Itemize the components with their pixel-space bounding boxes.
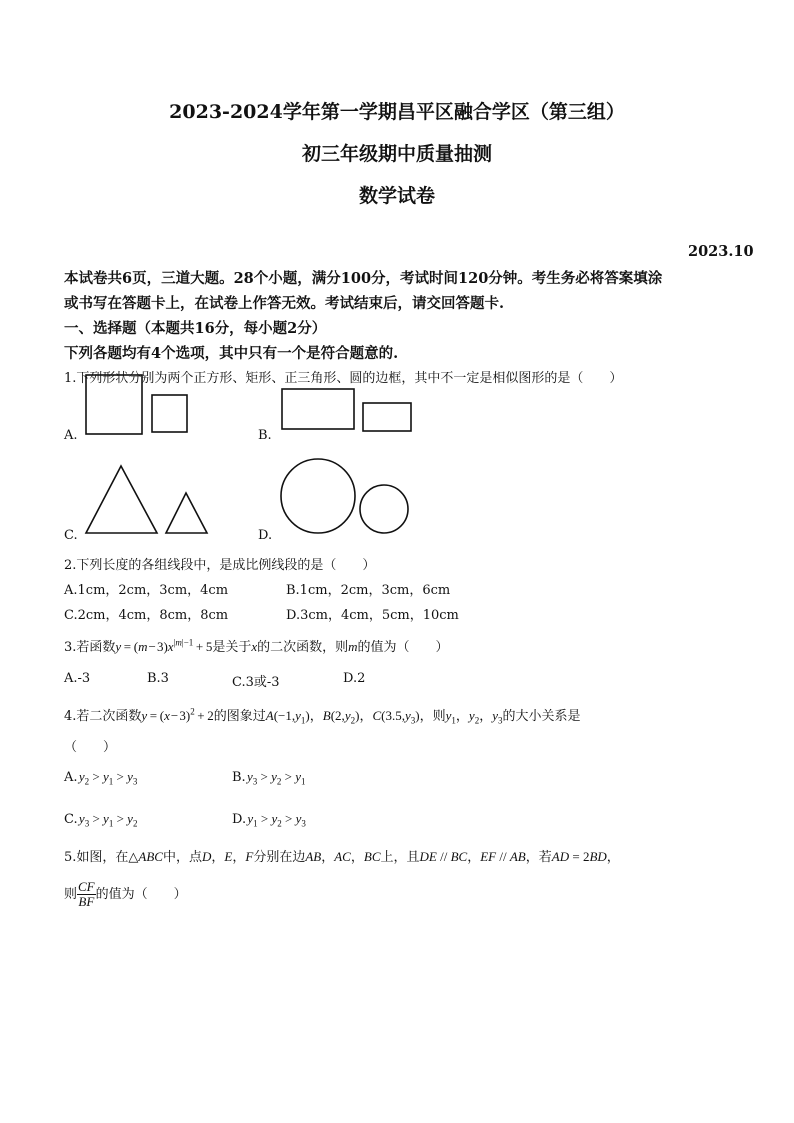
q2-option-d: D.3cm，4cm，5cm，10cm	[286, 608, 459, 623]
q5-mid1: 中，点	[162, 850, 202, 865]
section1-heading: 一、选择题（本题共16分，每小题2分）	[64, 320, 327, 337]
q4-tail1: ，则	[419, 709, 446, 724]
q5-line2-prefix: 则	[64, 887, 78, 902]
rectangle-large-shape	[282, 389, 354, 429]
triangle-large-shape	[86, 466, 157, 533]
q5-mid2: 分别在边	[253, 850, 306, 865]
q3-option-a: A.-3	[64, 671, 91, 686]
q3-prefix: 3.若函数	[64, 640, 116, 655]
q1-label-d: D.	[258, 528, 273, 543]
q1-label-c: C.	[64, 528, 78, 543]
section1-note: 下列各题均有4个选项，其中只有一个是符合题意的.	[64, 345, 399, 362]
circle-small-shape	[360, 485, 408, 533]
exam-title-line3: 数学试卷	[358, 185, 435, 207]
instructions-line2: 或书写在答题卡上，在试卷上作答无效。考试结束后，请交回答题卡.	[64, 295, 505, 312]
q3-tail1: 的二次函数，则	[257, 640, 349, 655]
q5-stem: 5.如图，在△ABC中，点D，E，F分别在边AB，AC，BC上，且DE // BC，EF // AB，若AD = 2BD，	[64, 849, 620, 865]
q3-option-b: B.3	[147, 671, 169, 686]
q5-fraction: $\frac{CF}{BF}$	[78, 879, 95, 909]
q2-option-a: A.1cm，2cm，3cm，4cm	[64, 583, 229, 598]
q4-option-c: C. $y_3 > y_1 > y_2$	[64, 811, 138, 829]
q3-option-c: C.3或-3	[232, 675, 280, 690]
q4-stem: 4.若二次函数y = (x − 3)$^2$ + 2的图象过$A(-1,y_1)$，$B(2,y_2)$，$C(3.5,y_3)$，则$y_1$，$y_2$，$y_3$的大小关系是	[64, 706, 581, 726]
square-small-shape	[152, 395, 187, 432]
q5-line2-suffix: 的值为（ ）	[95, 887, 187, 902]
exam-title-line1: 2023-2024学年第一学期昌平区融合学区（第三组）	[169, 101, 625, 123]
q3-tail2: 的值为（ ）	[357, 640, 449, 655]
rectangle-small-shape	[363, 403, 411, 431]
q1-label-a: A.	[64, 428, 78, 443]
q5-line2	[64, 880, 187, 909]
q4-mid: 的图象过	[213, 709, 266, 724]
q3-stem: 3.若函数y = (m − $3)x^{|m|-1} + 5$是关于x的二次函数，则m的值为（ ）	[64, 637, 449, 655]
q1-figures	[60, 365, 740, 545]
circle-large-shape	[281, 459, 355, 533]
exam-date: 2023.10	[688, 243, 754, 260]
q1-stem: 1.下列形状分别为两个正方形、矩形、正三角形、圆的边框，其中不一定是相似图形的是（ ）	[64, 371, 623, 386]
q2-option-b: B.1cm，2cm，3cm，6cm	[286, 583, 451, 598]
q2-option-c: C.2cm，4cm，8cm，8cm	[64, 608, 229, 623]
q1-label-b: B.	[258, 428, 272, 443]
q5-mid3: 上，且	[380, 850, 420, 865]
q5-prefix: 5.如图，在	[64, 850, 129, 865]
q4-tail2: 的大小关系是	[502, 709, 581, 724]
q3-suffix: 是关于	[212, 640, 252, 655]
triangle-small-shape	[166, 493, 207, 533]
q5-mid4: ，若	[525, 850, 552, 865]
instructions-line1: 本试卷共6页，三道大题。28个小题，满分100分，考试时间120分钟。考生务必将答案填涂	[64, 270, 663, 287]
q4-paren: （ ）	[64, 740, 117, 755]
q4-option-b: B. $y_3 > y_2 > y_1$	[232, 769, 306, 787]
q4-option-a: A. $y_2 > y_1 > y_3$	[64, 769, 138, 787]
q2-stem: 2.下列长度的各组线段中，是成比例线段的是（ ）	[64, 558, 376, 573]
exam-title-line2: 初三年级期中质量抽测	[301, 143, 492, 165]
q4-prefix: 4.若二次函数	[64, 709, 142, 724]
q3-option-d: D.2	[343, 671, 366, 686]
q3-function-formula: y	[115, 639, 122, 654]
square-large-shape	[86, 375, 142, 434]
q4-option-d: D. $y_1 > y_2 > y_3$	[232, 811, 306, 829]
